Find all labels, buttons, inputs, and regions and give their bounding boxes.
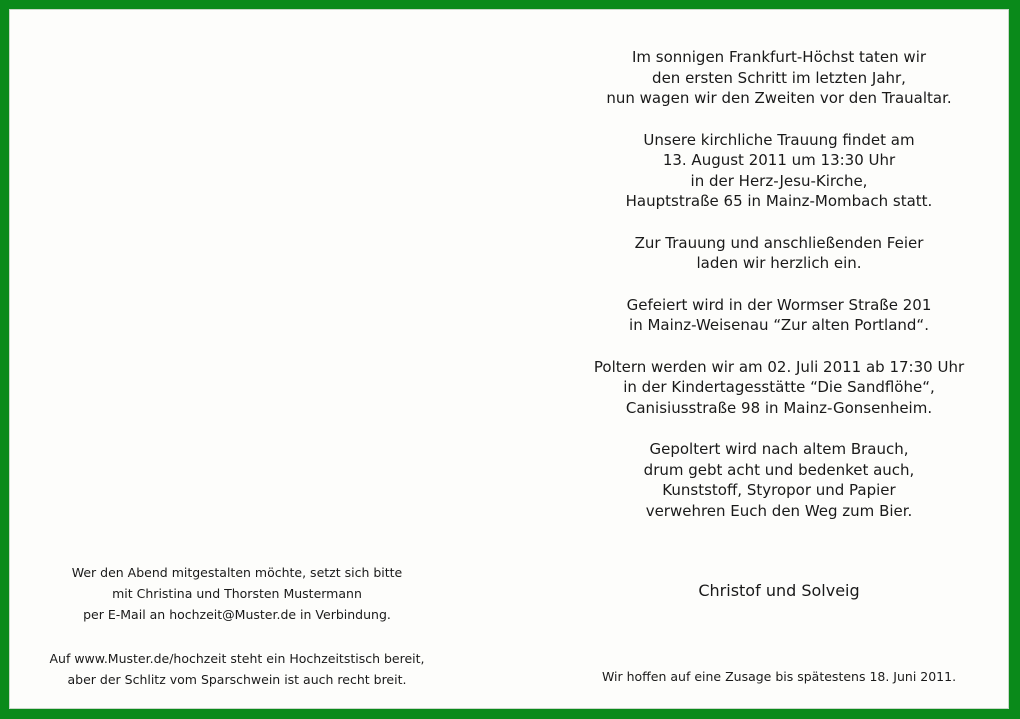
text-line: Poltern werden wir am 02. Juli 2011 ab 17:30 Uhr <box>593 357 965 376</box>
venue-paragraph <box>554 295 1004 336</box>
text-line: 13. August 2011 um 13:30 Uhr <box>662 151 896 169</box>
contact-note-line: mit Christina und Thorsten Mustermann <box>112 586 362 601</box>
ceremony-paragraph <box>554 130 1004 212</box>
invitation-card <box>9 9 1009 709</box>
text-line: laden wir herzlich ein. <box>696 254 862 272</box>
text-line: Canisiusstraße 98 in Mainz-Gonsenheim. <box>625 398 933 417</box>
intro-paragraph <box>554 47 1004 109</box>
text-line: in Mainz-Weisenau “Zur alten Portland“. <box>629 316 929 334</box>
text-line: nun wagen wir den Zweiten vor den Traualtar. <box>606 89 952 107</box>
text-line: Zur Trauung und anschließenden Feier <box>634 233 924 252</box>
text-line: Unsere kirchliche Trauung findet am <box>643 130 915 149</box>
gift-note <box>19 648 455 690</box>
text-line: Gefeiert wird in der Wormser Straße 201 <box>626 295 932 314</box>
text-line: in der Kindertagesstätte “Die Sandflöhe“, <box>623 378 935 396</box>
text-line: Im sonnigen Frankfurt-Höchst taten wir <box>631 48 927 66</box>
text-line: den ersten Schritt im letzten Jahr, <box>652 68 906 87</box>
text-line: Hauptstraße 65 in Mainz-Mombach statt. <box>625 192 933 210</box>
text-line: in der Herz-Jesu-Kirche, <box>690 171 868 190</box>
polterabend-paragraph <box>554 357 1004 419</box>
invitation-text <box>554 47 1004 542</box>
poem-paragraph <box>554 439 1004 521</box>
gift-note-line: aber der Schlitz vom Sparschwein ist auch recht breit. <box>67 672 407 687</box>
text-line: drum gebt acht und bedenket auch, <box>643 460 915 479</box>
text-line: verwehren Euch den Weg zum Bier. <box>645 501 913 520</box>
gift-note-line: Auf www.Muster.de/hochzeit steht ein Hochzeitstisch bereit, <box>49 651 425 666</box>
text-line: Gepoltert wird nach altem Brauch, <box>649 440 909 458</box>
signature: Christof und Solveig <box>698 581 860 600</box>
invite-paragraph <box>554 233 1004 274</box>
text-line: Kunststoff, Styropor und Papier <box>662 481 896 499</box>
contact-note-line: Wer den Abend mitgestalten möchte, setzt sich bitte <box>71 565 403 580</box>
contact-note-line: per E-Mail an hochzeit@Muster.de in Verbindung. <box>83 607 391 622</box>
contact-note <box>19 562 455 625</box>
rsvp-note: Wir hoffen auf eine Zusage bis spätestens 18. Juni 2011. <box>601 669 957 684</box>
